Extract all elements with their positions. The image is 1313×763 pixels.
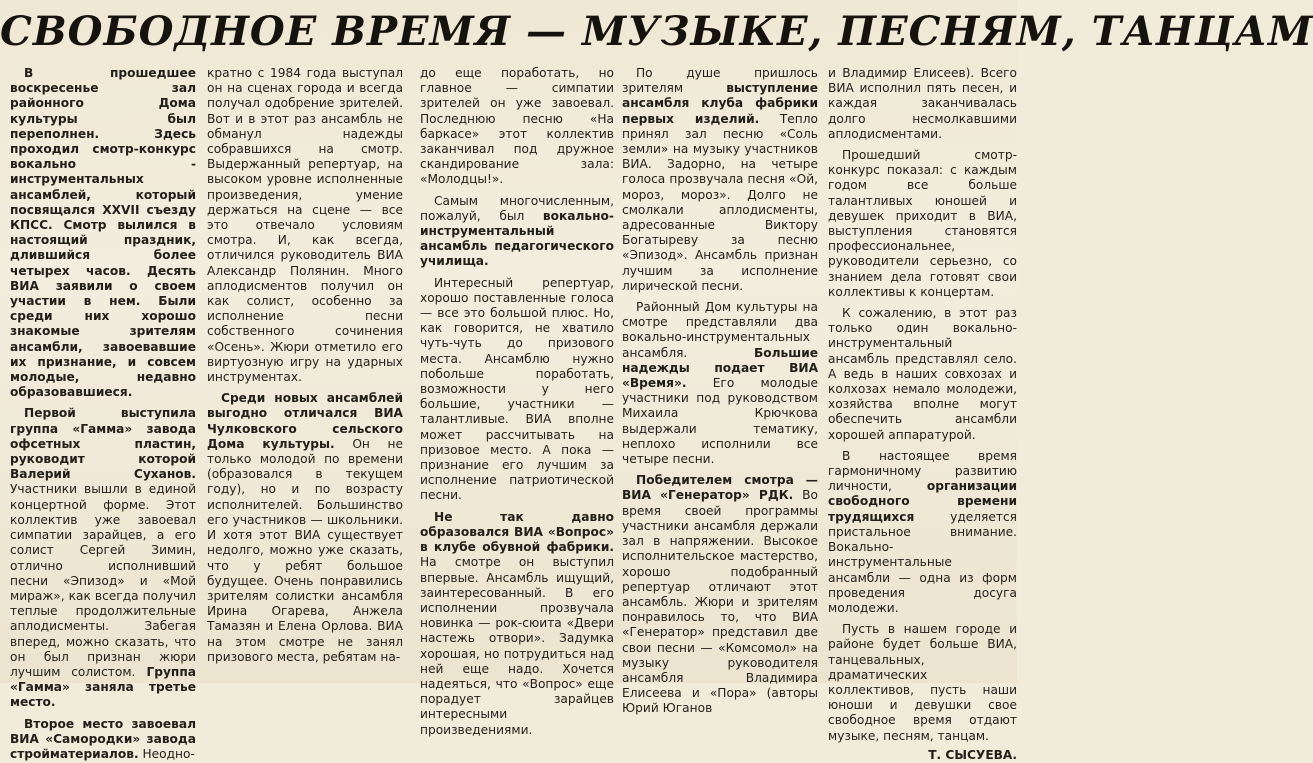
paragraph (10, 406, 196, 710)
bold-phrase: Группа «Гамма» заняла третье место. (10, 664, 196, 710)
author-signature: Т. СЫСУЕВА. (928, 747, 1017, 762)
text-run: уделяется пристальное внимание. Вокально-инструментальные ансамбли — одна из форм проведения досуга молодежи. (828, 509, 1017, 615)
text-run: Он не только молодой по времени (образовался в текущем году), но и по возрасту исполнителей. Большинство его участников — школьники. И хотя этот ВИА существует недолго, можно уже сказать, что у ребят большое будущее. Очень понравились зрителям солистки ансамбля Ирина Огарева, Анжела Тамазян и Елена Орлова. ВИА на этом смотре не занял призового места, ребятам на- (207, 436, 403, 664)
paragraph (207, 391, 403, 665)
paragraph: В прошедшее воскресенье зал районного Дома культуры был переполнен. Здесь проходил смотр-конкурс вокально - инструментальных ансамблей, который посвящался XXVII съезду КПСС. Смотр вылился в настоящий праздник, длившийся более четырех часов. Десять ВИА заявили о своем участии в нем. Были среди них хорошо знакомые зрителям ансамбли, завоевавшие их признание, и совсем молодые, недавно образовавшиеся. (10, 66, 196, 400)
bold-phrase: Большие надежды подает ВИА «Время». (622, 345, 818, 391)
text-run: В настоящее время гармоничному развитию личности, (828, 448, 1017, 494)
text-run: По душе пришлось зрителям (622, 66, 818, 96)
paragraph (622, 300, 818, 467)
column-1 (10, 66, 196, 761)
paragraph: Прошедший смотр-конкурс показал: с каждым годом все больше талантливых юношей и девушек приходит в ВИА, выступления становятся профессиональнее, руководители серьезно, со знанием дела готовят свои коллективы к концертам. (828, 148, 1017, 299)
text-run: Неодно- (138, 746, 195, 761)
text-run: Во время своей программы участники ансамбля держали зал в напряжении. Высокое исполнительское мастерство, хорошо подобранный репертуар отличают этот ансамбль. Жюри и зрителям понравилось то, что ВИА «Генератор» представил две свои песни — «Комсомол» на музыку руководителя ансамбля Владимира Елисеева и «Пора» (авторы Юрий Юганов (622, 488, 818, 716)
bold-phrase: Не так давно образовался ВИА «Вопрос» в клубе обувной фабрики. (420, 509, 614, 555)
paragraph (828, 449, 1017, 616)
paragraph (622, 66, 818, 294)
article-headline: СВОБОДНОЕ ВРЕМЯ — МУЗЫКЕ, ПЕСНЯМ, ТАНЦАМ (0, 8, 1313, 55)
paragraph (420, 194, 614, 270)
bold-phrase: вокально-инструментальный ансамбль педагогического училища. (420, 208, 614, 269)
bold-phrase: Среди новых ансамблей выгодно отличался ВИА Чулковского сельского Дома культуры. (207, 391, 403, 451)
bold-phrase: Победителем смотра — ВИА «Генератор» РДК. (622, 473, 818, 503)
paragraph (10, 717, 196, 763)
text-run: Самым многочисленным, пожалуй, был (420, 193, 614, 223)
paragraph: кратно с 1984 года выступал он на сценах города и всегда получал одобрение зрителей. Вот и в этот раз ансамбль не обманул надежды собравшихся на смотр. Выдержанный репертуар, на высоком уровне исполненные произведения, умение держаться на сцене — все это отвечало условиям смотра. И, как всегда, отличился руководитель ВИА Александр Полянин. Много аплодисментов получил он как солист, особенно за исполнение песни собственного сочинения «Осень». Жюри отметило его виртуозную игру на ударных инструментах. (207, 66, 403, 385)
paragraph: Пусть в нашем городе и районе будет больше ВИА, танцевальных, драматических коллективов, пусть наши юноши и девушки свое свободное время отдают музыке, песням, танцам. (828, 622, 1017, 743)
paragraph: К сожалению, в этот раз только один вокально-инструментальный ансамбль представлял село. А ведь в наших совхозах и колхозах немало молодежи, хозяйства вполне могут обеспечить ансамбли хорошей аппаратурой. (828, 306, 1017, 442)
bold-phrase: организации свободного времени трудящихся (828, 479, 1017, 524)
paragraph (622, 473, 818, 716)
bold-phrase: Второе место завоевал ВИА «Самородки» завода стройматериалов. (10, 716, 196, 761)
column-3 (420, 66, 614, 737)
text-run: Участники вышли в единой концертной форме. Этот коллектив уже завоевал симпатии зарайцев, а его солист Сергей Зимин, отлично исполнивший песни «Эпизод» и «Мой мираж», как всегда получил теплые продолжительные аплодисменты. Забегая вперед, можно сказать, что он был признан жюри лучшим солистом. (10, 482, 196, 679)
text-run: Тепло принял зал песню «Соль земли» на музыку участников ВИА. Задорно, на четыре голоса прозвучала песня «Ой, мороз, мороз». Долго не смолкали аплодисменты, адресованные Виктору Богатыреву за песню «Эпизод». Ансамбль признан лучшим за исполнение лирической песни. (622, 111, 818, 293)
text-run: На смотре он выступил впервые. Ансамбль ищущий, заинтересованный. В его исполнении прозвучала новинка — рок-сюита «Двери настежь отвори». Задумка хорошая, но потрудиться над ней еще надо. Хочется надеяться, что «Вопрос» еще порадует зарайцев интересными произведениями. (420, 555, 614, 737)
bold-phrase: Первой выступила группа «Гамма» завода офсетных пластин, руководит которой Валерий Суханов. (10, 406, 196, 482)
paragraph (420, 510, 614, 738)
paragraph: до еще поработать, но главное — симпатии зрителей он уже завоевал. Последнюю песню «На баркасе» этот коллектив заканчивал под дружное скандирование зала: «Молодцы!». (420, 66, 614, 187)
column-5 (828, 66, 1017, 762)
column-4 (622, 66, 818, 716)
paragraph: Интересный репертуар, хорошо поставленные голоса — все это большой плюс. Но, как говорится, не хватило чуть-чуть до призового места. Ансамблю нужно побольше поработать, возможности у него большие, участники — талантливые. ВИА вполне может рассчитывать на призовое место. А пока — признание его лучшим за исполнение патриотической песни. (420, 275, 614, 503)
paragraph: и Владимир Елисеев). Всего ВИА исполнил пять песен, и каждая заканчивалась долго несмолкавшими аплодисментами. (828, 66, 1017, 141)
text-run: Районный Дом культуры на смотре представляли два вокально-инструментальных ансамбля. (622, 300, 818, 360)
text-run: Его молодые участники под руководством Михаила Крючкова выдержали тематику, неплохо исполнили все четыре песни. (622, 376, 818, 467)
column-2 (207, 66, 403, 682)
bold-phrase: выступление ансамбля клуба фабрики первых изделий. (622, 81, 818, 126)
